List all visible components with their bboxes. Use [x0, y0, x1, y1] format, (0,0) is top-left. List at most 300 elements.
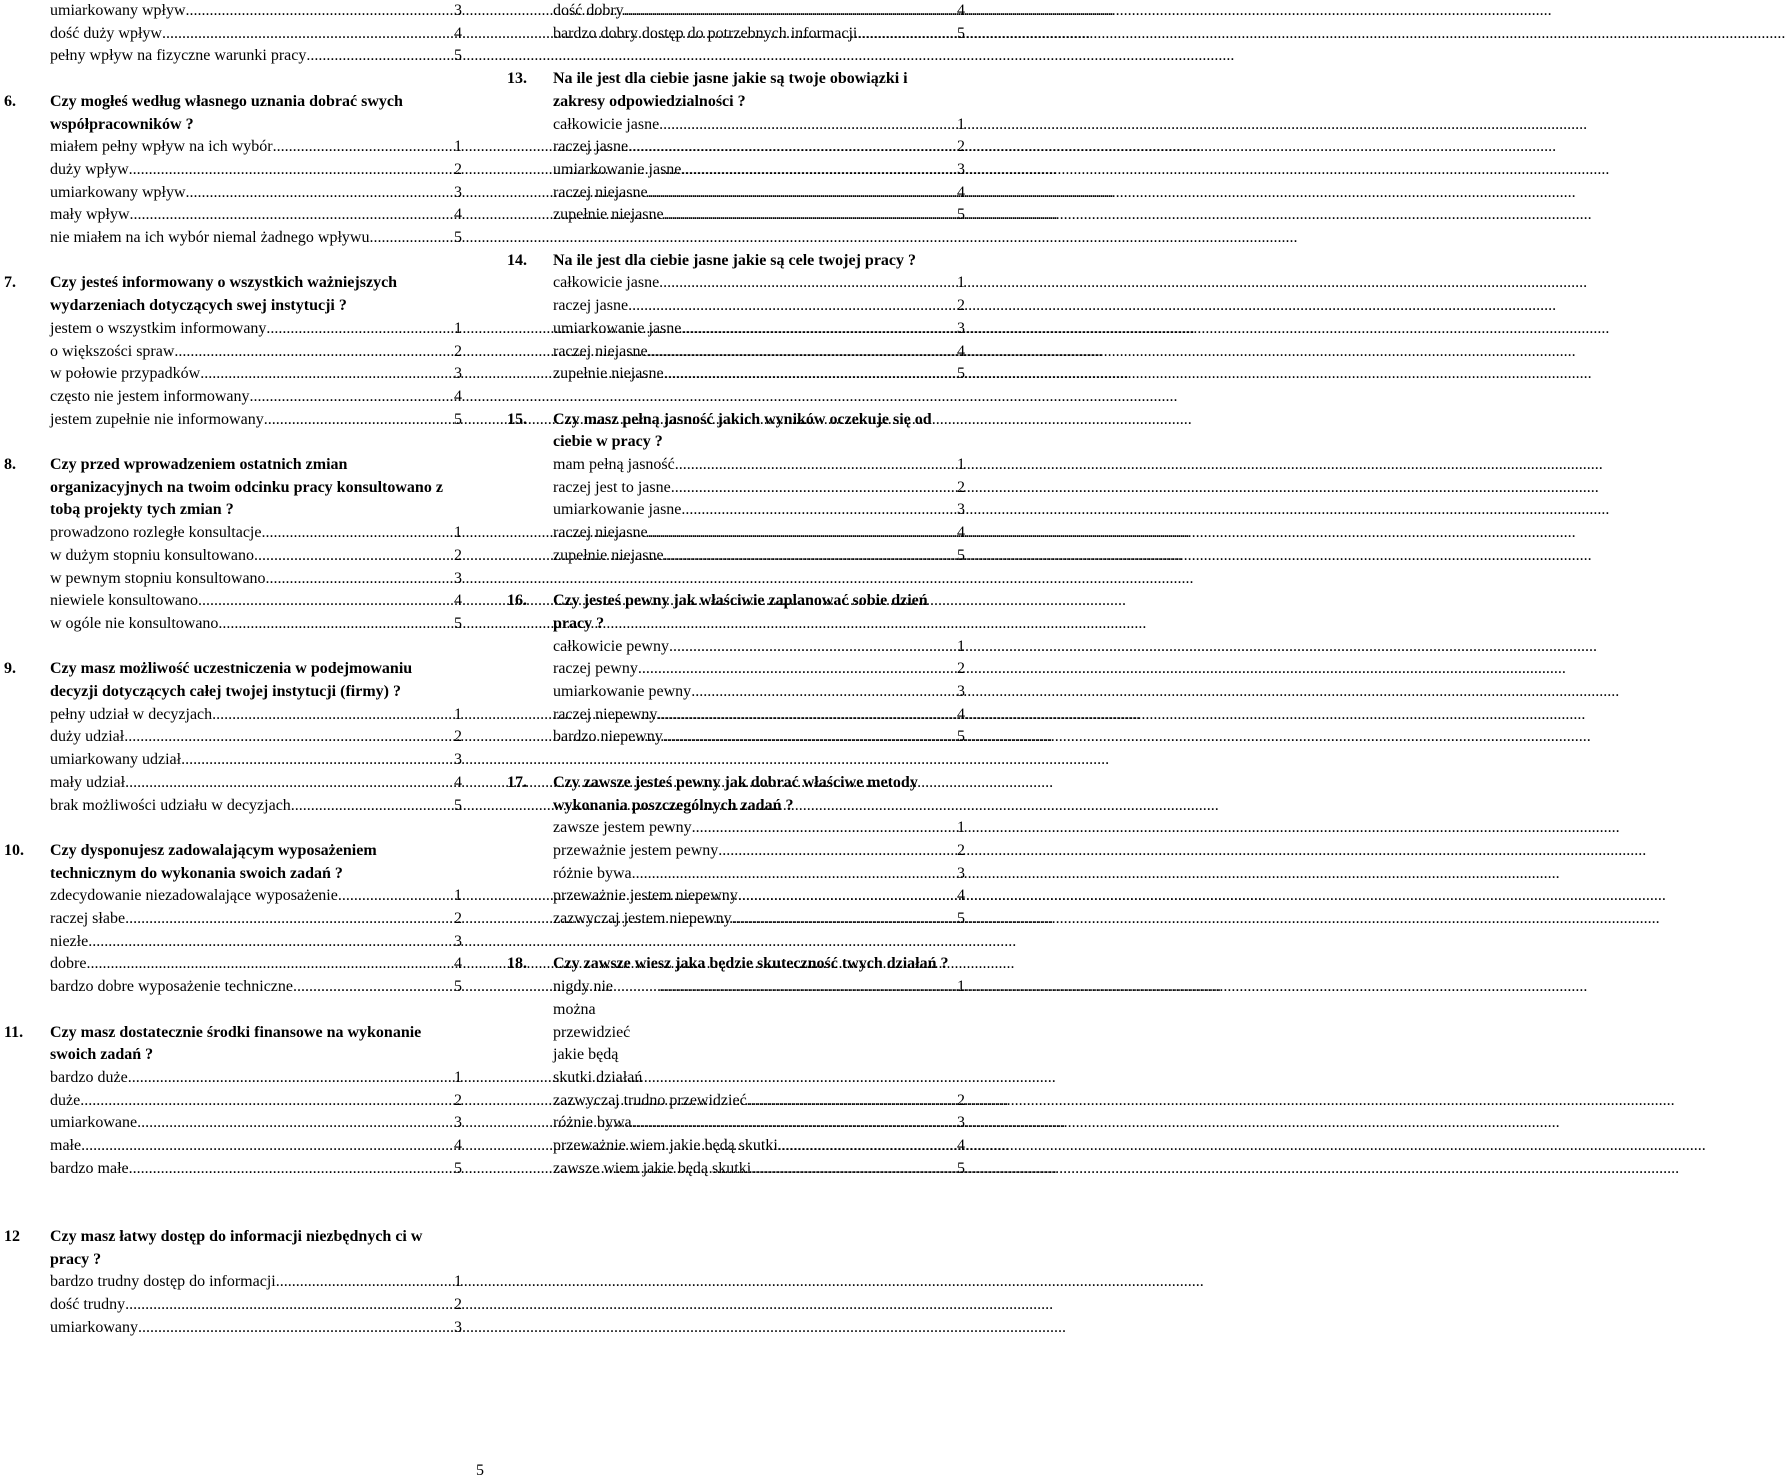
dot-leader — [130, 204, 438, 227]
answer-label: jestem o wszystkim informowany — [50, 319, 267, 337]
dot-leader — [632, 863, 941, 886]
answer-label: zupełnie niejasne — [553, 206, 664, 224]
question-number: 14. — [507, 251, 527, 269]
dot-leader — [692, 817, 941, 840]
question-block — [4, 454, 462, 636]
answer-score: 3 — [957, 864, 965, 882]
answer-label: przeważnie jestem niepewny — [553, 887, 738, 905]
answer-label: często nie jestem informowany — [50, 387, 250, 405]
question-text: Czy masz dostatecznie środki finansowe na wykonanie swoich zadań ? — [50, 1023, 422, 1064]
question-text: Czy dysponujesz zadowalającym wyposażeniem technicznym do wykonania swoich zadań ? — [50, 841, 377, 882]
dot-leader — [664, 204, 941, 227]
answer-label: o większości spraw — [50, 342, 175, 360]
question-text: Na ile jest dla ciebie jasne jakie są twoje obowiązki i zakresy odpowiedzialności ? — [553, 70, 908, 110]
spacer — [507, 227, 965, 250]
dot-leader — [663, 726, 941, 749]
dot-leader — [80, 1090, 438, 1113]
answer-score: 3 — [454, 183, 462, 201]
question-heading — [4, 1022, 462, 1067]
answer-score: 3 — [454, 2, 462, 19]
answer-score: 1 — [957, 978, 965, 996]
dot-leader — [137, 1112, 438, 1135]
answer-score: 3 — [957, 1114, 965, 1132]
answer-score: 3 — [454, 751, 462, 769]
answer-label: różnie bywa — [553, 864, 632, 882]
dot-leader — [657, 704, 941, 727]
dot-leader — [261, 522, 438, 545]
answer-option — [50, 1317, 462, 1340]
answer-score: 5 — [957, 728, 965, 746]
question-block — [4, 91, 462, 250]
dot-leader — [273, 136, 438, 159]
answer-option — [50, 613, 462, 636]
question-block — [507, 68, 965, 227]
answer-option — [50, 568, 462, 591]
answer-option — [50, 363, 462, 386]
question-number: 12 — [4, 1227, 20, 1245]
question-heading — [507, 953, 965, 976]
answer-score: 3 — [957, 501, 965, 519]
dot-leader — [264, 409, 438, 432]
answer-label: dość trudny — [50, 1295, 126, 1313]
answer-option — [50, 1158, 462, 1181]
answer-option — [553, 318, 965, 341]
answer-label: całkowicie jasne — [553, 115, 660, 133]
answer-option — [553, 272, 965, 295]
dot-leader — [218, 613, 438, 636]
answer-score: 4 — [957, 342, 965, 360]
answer-label: raczej niejasne — [553, 524, 648, 542]
answer-option — [50, 409, 462, 432]
question-text: Czy masz pełną jasność jakich wyników oczekuje się od ciebie w pracy ? — [553, 410, 932, 451]
answer-option — [50, 885, 462, 908]
dot-leader — [664, 363, 941, 386]
answer-score: 5 — [957, 24, 965, 42]
answer-option — [553, 363, 965, 386]
answer-score: 3 — [454, 1318, 462, 1336]
answer-option — [50, 704, 462, 727]
answer-label: raczej niejasne — [553, 183, 648, 201]
answer-option — [50, 182, 462, 205]
dot-leader — [659, 114, 941, 137]
dot-leader — [291, 795, 438, 818]
question-number: 10. — [4, 841, 24, 859]
question-heading — [507, 250, 965, 273]
answer-label: raczej słabe — [50, 910, 126, 928]
spacer — [4, 1203, 462, 1226]
left-column — [4, 0, 462, 1339]
answer-option — [50, 931, 462, 954]
answer-score: 2 — [454, 910, 462, 928]
answer-score: 1 — [454, 1068, 462, 1086]
answer-score: 2 — [957, 660, 965, 678]
answer-option — [553, 658, 965, 681]
answer-option — [553, 499, 965, 522]
question-heading — [507, 772, 965, 817]
dot-leader — [128, 1067, 438, 1090]
dot-leader — [628, 136, 941, 159]
answer-option — [553, 863, 965, 886]
dot-leader — [638, 658, 941, 681]
answer-label: pełny wpływ na fizyczne warunki pracy — [50, 47, 307, 65]
answer-score: 4 — [454, 955, 462, 973]
answer-score: 3 — [454, 569, 462, 587]
answer-option — [50, 227, 462, 250]
answer-option — [50, 386, 462, 409]
spacer — [4, 999, 462, 1022]
answer-score: 5 — [957, 546, 965, 564]
answer-option — [553, 704, 965, 727]
answer-option — [553, 885, 965, 908]
answer-score: 5 — [454, 614, 462, 632]
question-heading — [507, 409, 965, 454]
dot-leader — [162, 23, 438, 46]
question-block — [507, 409, 965, 568]
spacer — [4, 68, 462, 91]
question-text: Czy masz łatwy dostęp do informacji niezbędnych ci w pracy ? — [50, 1227, 423, 1268]
answer-label: dość duży wpływ — [50, 24, 162, 42]
answer-label: nie miałem na ich wybór niemal żadnego wpływu — [50, 229, 370, 247]
question-text: Czy masz możliwość uczestniczenia w podejmowaniu decyzji dotyczących całej twojej instytucji (firmy) ? — [50, 660, 413, 701]
dot-leader — [266, 318, 438, 341]
answer-option — [50, 1112, 462, 1135]
answer-option — [50, 204, 462, 227]
answer-label: bardzo dobre wyposażenie techniczne — [50, 978, 293, 996]
dot-leader — [648, 182, 941, 205]
answer-option — [553, 182, 965, 205]
answer-option — [50, 522, 462, 545]
question-text: Czy jesteś informowany o wszystkich ważniejszych wydarzeniach dotyczących swej instytucji ? — [50, 274, 398, 315]
answer-label: zazwyczaj jestem niepewny — [553, 910, 732, 928]
dot-leader — [200, 363, 438, 386]
dot-leader — [86, 953, 438, 976]
answer-score: 3 — [454, 932, 462, 950]
answer-label: umiarkowanie jasne — [553, 319, 682, 337]
page-number: 5 — [476, 1462, 484, 1479]
question-heading — [4, 1226, 462, 1271]
question-text: Na ile jest dla ciebie jasne jakie są cele twojej pracy ? — [553, 251, 917, 269]
answer-option — [50, 1271, 462, 1294]
answer-label: zupełnie niejasne — [553, 365, 664, 383]
dot-leader — [276, 1271, 438, 1294]
answer-label: umiarkowane — [50, 1114, 138, 1132]
spacer — [4, 817, 462, 840]
answer-option — [553, 817, 965, 840]
answer-label: różnie bywa — [553, 1114, 632, 1132]
question-number: 11. — [4, 1023, 24, 1041]
dot-leader — [293, 976, 438, 999]
answer-option — [553, 136, 965, 159]
dot-leader — [659, 272, 941, 295]
answer-score: 5 — [454, 1159, 462, 1177]
answer-score: 4 — [454, 206, 462, 224]
answer-label: umiarkowany udział — [50, 751, 182, 769]
dot-leader — [691, 681, 941, 704]
dot-leader — [306, 45, 438, 68]
answer-option — [553, 295, 965, 318]
answer-option — [50, 749, 462, 772]
answer-option — [50, 772, 462, 795]
spacer — [507, 45, 965, 68]
answer-score: 4 — [454, 24, 462, 42]
answer-option — [553, 341, 965, 364]
question-heading — [4, 272, 462, 317]
answer-option — [553, 0, 965, 23]
answer-score: 4 — [957, 524, 965, 542]
question-number: 13. — [507, 70, 527, 88]
answer-score: 1 — [957, 456, 965, 474]
dot-leader — [266, 568, 438, 591]
answer-label: bardzo niepewny — [553, 728, 663, 746]
question-heading — [507, 590, 965, 635]
answer-label: raczej jasne — [553, 297, 629, 315]
dot-leader — [138, 1317, 438, 1340]
answer-option — [553, 454, 965, 477]
answer-label: całkowicie jasne — [553, 274, 660, 292]
answer-label: niewiele konsultowano — [50, 592, 198, 610]
answer-score: 1 — [957, 637, 965, 655]
dot-leader — [671, 477, 941, 500]
dot-leader — [338, 885, 438, 908]
answer-label: bardzo małe — [50, 1159, 129, 1177]
spacer — [4, 1180, 462, 1203]
dot-leader — [778, 1135, 941, 1158]
answer-label: umiarkowanie jasne — [553, 160, 682, 178]
answer-option — [553, 908, 965, 931]
answer-label: zupełnie niejasne — [553, 546, 664, 564]
spacer — [507, 386, 965, 409]
answer-label: umiarkowanie jasne — [553, 501, 682, 519]
answer-score: 1 — [454, 705, 462, 723]
question-number: 18. — [507, 955, 527, 973]
answer-option — [50, 908, 462, 931]
answer-option — [50, 341, 462, 364]
dot-leader — [81, 1135, 438, 1158]
answer-label: całkowicie pewny — [553, 637, 669, 655]
dot-leader — [124, 726, 438, 749]
answer-option — [50, 953, 462, 976]
answer-score: 3 — [957, 319, 965, 337]
answer-score: 4 — [957, 1137, 965, 1155]
dot-leader — [125, 1294, 438, 1317]
answer-label: raczej niejasne — [553, 342, 648, 360]
dot-leader — [254, 545, 438, 568]
answer-option — [50, 545, 462, 568]
answer-score: 5 — [454, 796, 462, 814]
answer-score: 2 — [957, 478, 965, 496]
answer-option — [50, 1067, 462, 1090]
answer-score: 4 — [957, 183, 965, 201]
answer-label: mały wpływ — [50, 206, 130, 224]
answer-label: w dużym stopniu konsultowano — [50, 546, 254, 564]
spacer — [4, 250, 462, 273]
answer-option — [50, 590, 462, 613]
dot-leader — [732, 908, 941, 931]
dot-leader — [648, 522, 941, 545]
answer-score: 5 — [957, 1159, 965, 1177]
question-number: 6. — [4, 92, 16, 110]
answer-score: 4 — [454, 387, 462, 405]
answer-option — [50, 726, 462, 749]
answer-label: raczej niepewny — [553, 705, 658, 723]
answer-label: w ogóle nie konsultowano — [50, 614, 219, 632]
answer-label: mam pełną jasność — [553, 456, 675, 474]
answer-label: umiarkowany — [50, 1318, 138, 1336]
question-block — [4, 272, 462, 431]
dot-leader — [369, 227, 438, 250]
answer-option — [553, 976, 965, 1090]
answer-label: jestem zupełnie nie informowany — [50, 410, 264, 428]
answer-score: 5 — [454, 47, 462, 65]
spacer — [507, 568, 965, 591]
answer-label: prowadzono rozległe konsultacje — [50, 524, 262, 542]
answer-label: pełny udział w decyzjach — [50, 705, 213, 723]
dot-leader — [125, 772, 438, 795]
answer-score: 2 — [454, 728, 462, 746]
dot-leader — [857, 23, 941, 46]
answer-score: 1 — [957, 819, 965, 837]
answer-label: raczej jasne — [553, 138, 629, 156]
answer-label: brak możliwości udziału w decyzjach — [50, 796, 291, 814]
answer-option — [553, 1135, 965, 1158]
dot-leader — [669, 636, 941, 659]
answer-score: 2 — [454, 1091, 462, 1109]
dot-leader — [198, 590, 438, 613]
question-block — [4, 1226, 462, 1340]
question-block — [507, 953, 965, 1180]
dot-leader — [129, 159, 438, 182]
answer-option — [553, 636, 965, 659]
dot-leader — [624, 0, 941, 23]
answer-score: 5 — [957, 365, 965, 383]
answer-score: 4 — [957, 887, 965, 905]
answer-score: 2 — [454, 546, 462, 564]
answer-label: dobre — [50, 955, 87, 973]
answer-score: 1 — [454, 138, 462, 156]
answer-label: przeważnie jestem pewny — [553, 841, 719, 859]
answer-option — [50, 1090, 462, 1113]
dot-leader — [125, 908, 438, 931]
answer-label: w połowie przypadków — [50, 365, 201, 383]
dot-leader — [738, 885, 941, 908]
dot-leader — [664, 545, 941, 568]
answer-option — [553, 522, 965, 545]
question-number: 17. — [507, 773, 527, 791]
dot-leader — [186, 0, 438, 23]
question-text: Czy zawsze wiesz jaka będzie skuteczność twych działań ? — [553, 955, 949, 973]
dot-leader — [751, 1158, 941, 1181]
dot-leader — [628, 295, 941, 318]
spacer — [507, 749, 965, 772]
question-number: 15. — [507, 410, 527, 428]
answer-score: 1 — [957, 115, 965, 133]
question-number: 16. — [507, 592, 527, 610]
answer-option — [553, 477, 965, 500]
dot-leader — [212, 704, 438, 727]
dot-leader — [88, 931, 438, 954]
dot-leader — [632, 1112, 941, 1135]
answer-option — [50, 1294, 462, 1317]
answer-label: raczej jest to jasne — [553, 478, 671, 496]
answer-option — [553, 840, 965, 863]
dot-leader — [250, 386, 439, 409]
answer-label: zdecydowanie niezadowalające wyposażenie — [50, 887, 338, 905]
right-column — [507, 0, 965, 1180]
answer-option — [553, 23, 965, 46]
answer-option — [553, 1090, 965, 1113]
answer-label: w pewnym stopniu konsultowano — [50, 569, 266, 587]
answer-option — [553, 545, 965, 568]
answer-option — [50, 795, 462, 818]
question-heading — [507, 68, 965, 113]
answer-label: umiarkowanie pewny — [553, 683, 692, 701]
answer-score: 2 — [957, 841, 965, 859]
question-block — [4, 658, 462, 817]
answer-label: zawsze wiem jakie będą skutki — [553, 1159, 752, 1177]
dot-leader — [174, 341, 438, 364]
answer-label: mały udział — [50, 773, 126, 791]
answer-label: zawsze jestem pewny — [553, 819, 692, 837]
question-heading — [4, 454, 462, 522]
question-heading — [4, 91, 462, 136]
answer-score: 1 — [454, 319, 462, 337]
dot-leader — [648, 341, 941, 364]
dot-leader — [675, 454, 941, 477]
answer-score: 3 — [454, 365, 462, 383]
question-number: 7. — [4, 274, 16, 292]
answer-score: 1 — [454, 524, 462, 542]
question-number: 9. — [4, 660, 16, 678]
answer-score: 3 — [454, 1114, 462, 1132]
answer-score: 2 — [957, 138, 965, 156]
spacer — [507, 931, 965, 954]
answer-label: duży udział — [50, 728, 125, 746]
question-heading — [4, 840, 462, 885]
answer-label: bardzo dobry dostęp do potrzebnych informacji — [553, 24, 858, 42]
answer-option — [50, 0, 462, 23]
answer-score: 2 — [957, 297, 965, 315]
spacer — [4, 636, 462, 659]
answer-score: 4 — [957, 705, 965, 723]
question-text: Czy mogłeś według własnego uznania dobrać swych współpracowników ? — [50, 92, 403, 133]
answer-option — [50, 1135, 462, 1158]
answer-score: 5 — [454, 410, 462, 428]
answer-score: 2 — [454, 160, 462, 178]
answer-label: dość dobry — [553, 2, 624, 19]
answer-score: 5 — [454, 978, 462, 996]
answer-label: umiarkowany wpływ — [50, 183, 186, 201]
question-text: Czy przed wprowadzeniem ostatnich zmian organizacyjnych na twoim odcinku pracy konsultowano z tobą projekty tych zmian ? — [50, 456, 443, 519]
answer-option — [553, 159, 965, 182]
dot-leader — [659, 976, 941, 999]
answer-option — [553, 1158, 965, 1181]
dot-leader — [681, 318, 941, 341]
answer-option — [50, 23, 462, 46]
question-block — [507, 590, 965, 749]
answer-option — [553, 681, 965, 704]
dot-leader — [718, 840, 941, 863]
answer-label: duży wpływ — [50, 160, 129, 178]
answer-label: małe — [50, 1137, 82, 1155]
answer-label: bardzo trudny dostęp do informacji — [50, 1273, 276, 1291]
answer-option — [50, 136, 462, 159]
answer-option — [553, 1112, 965, 1135]
dot-leader — [186, 182, 438, 205]
answer-score: 5 — [957, 910, 965, 928]
question-block — [507, 250, 965, 386]
answer-score: 4 — [454, 1137, 462, 1155]
answer-score: 1 — [454, 1273, 462, 1291]
